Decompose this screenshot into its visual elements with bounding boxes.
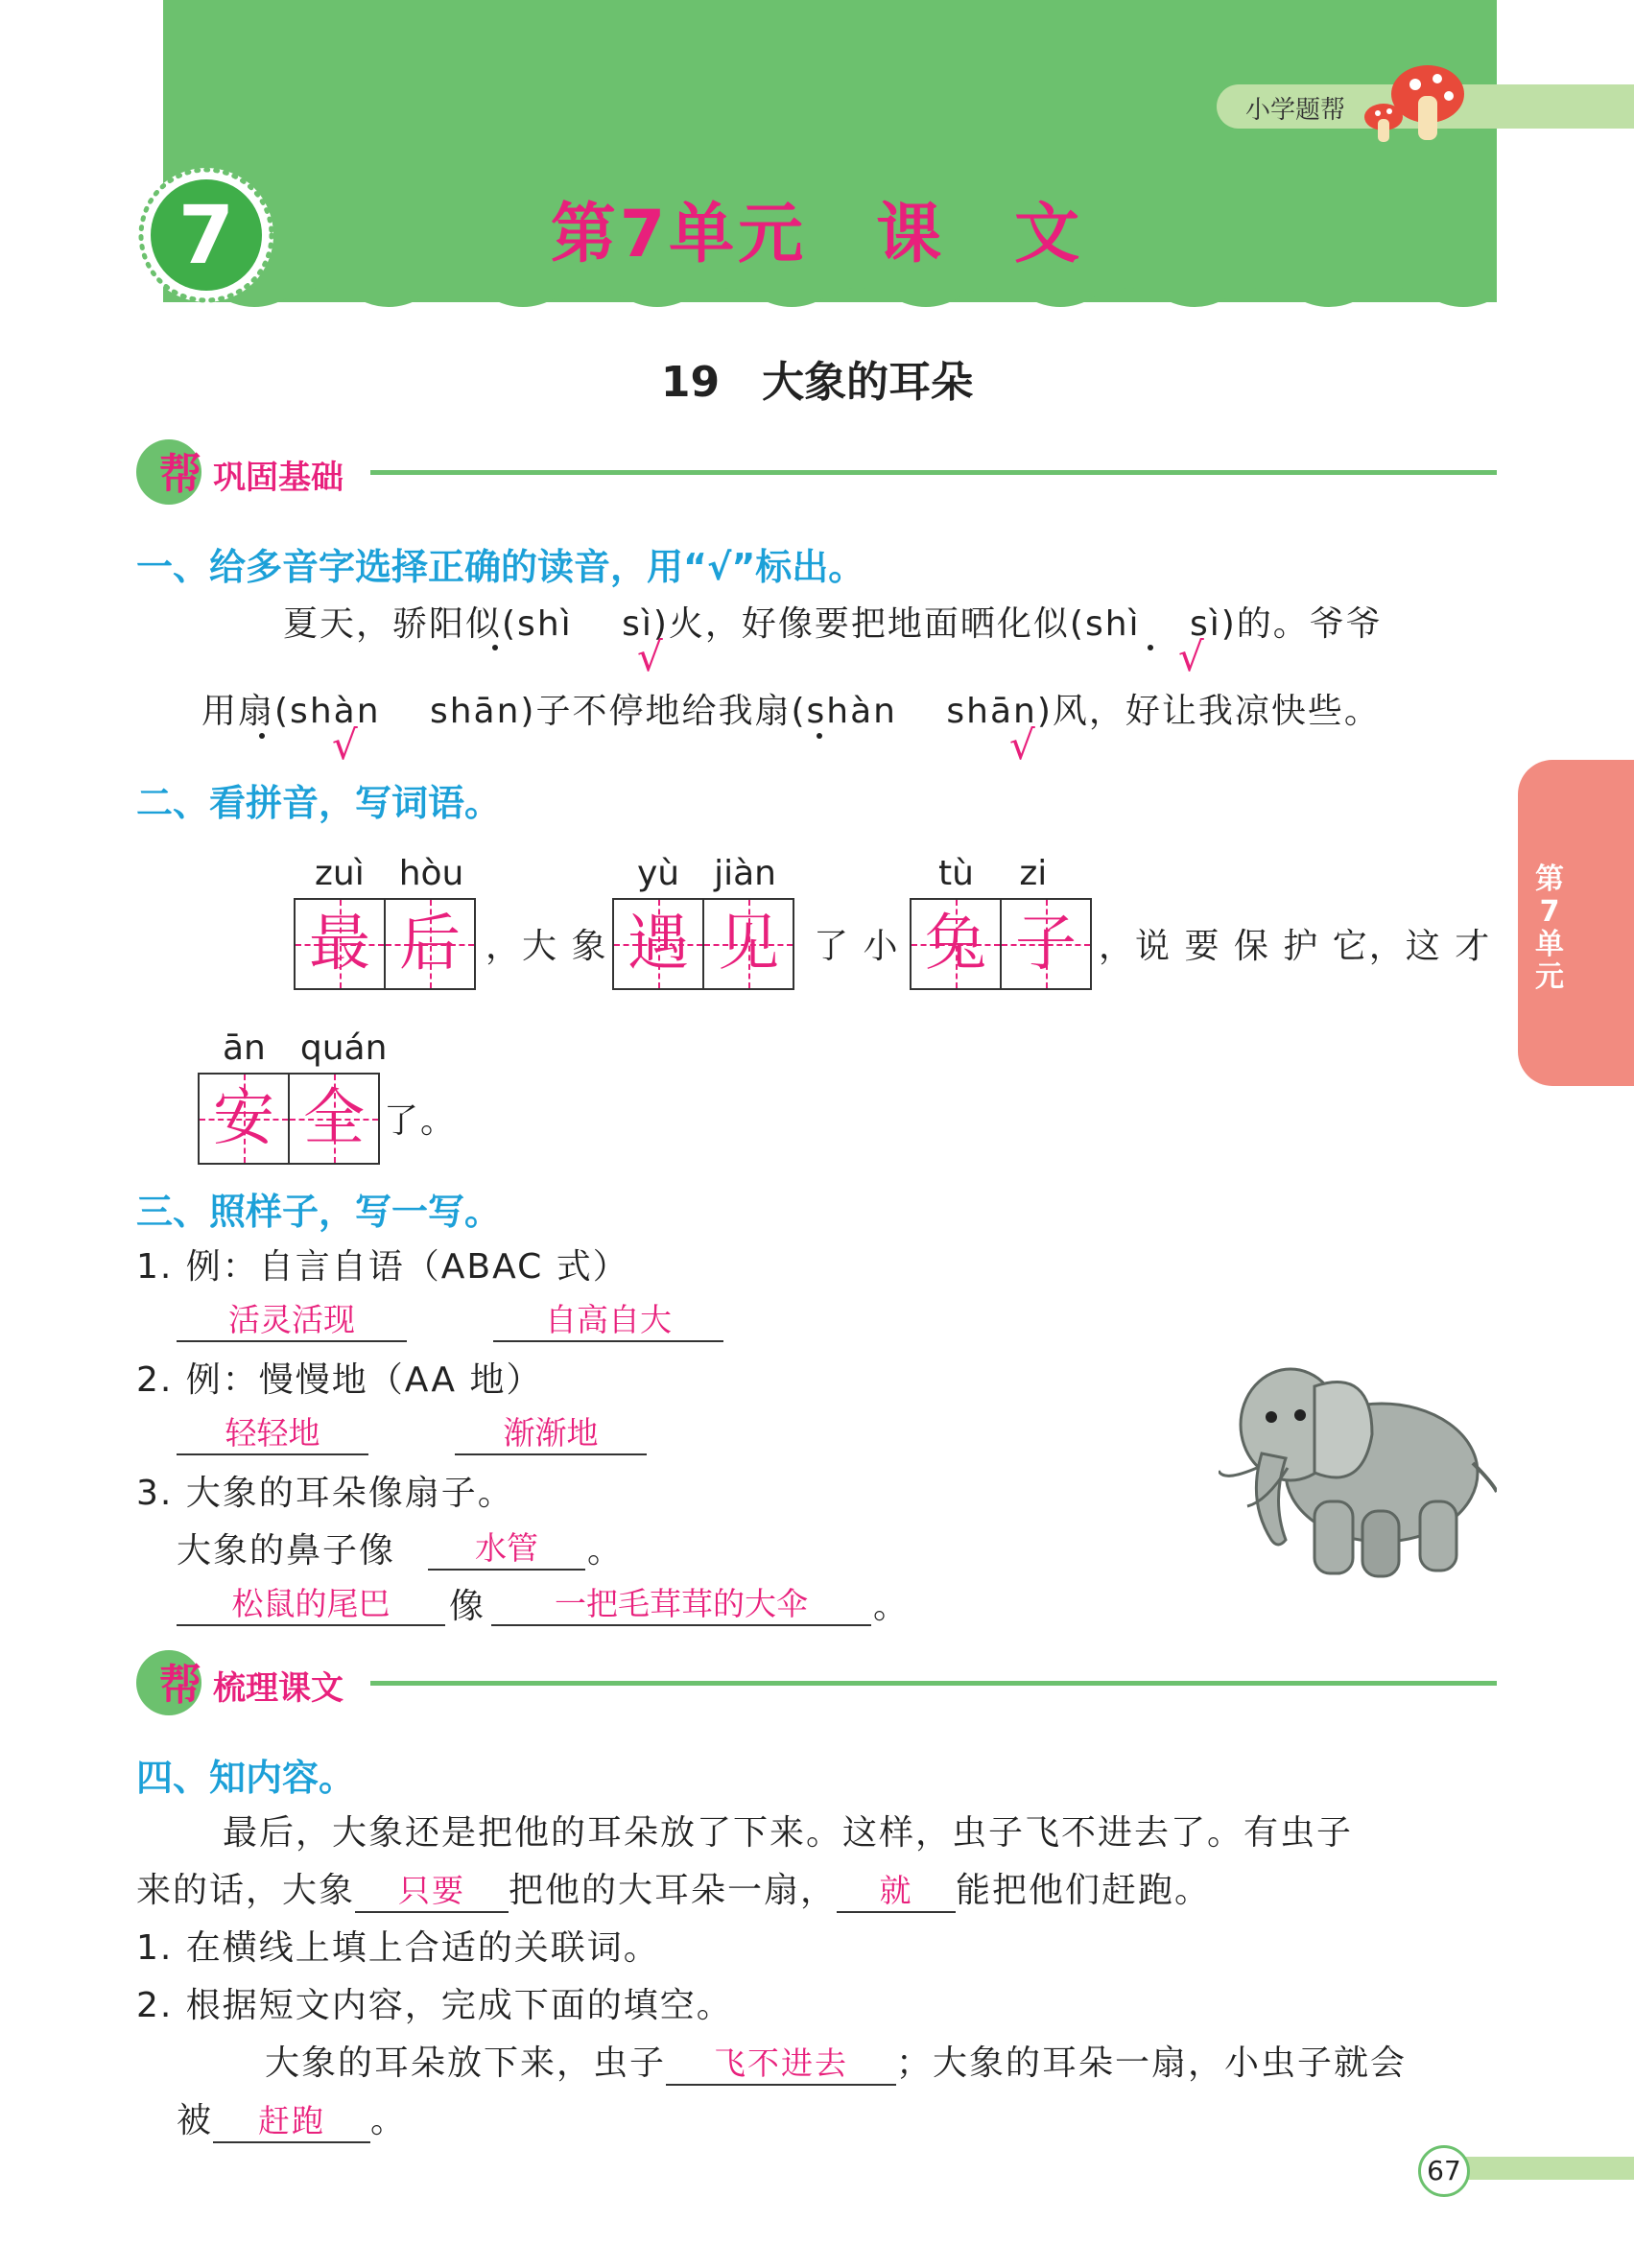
pinyin-3: tù zi bbox=[938, 854, 1048, 893]
q4-fill-end: 。 bbox=[370, 2101, 408, 2140]
q3-item3-end: 。 bbox=[587, 1531, 625, 1571]
q1-line2-text-b: 子不停地给我扇 bbox=[535, 692, 792, 731]
header-wave bbox=[163, 278, 1497, 317]
answer-char: 兔 bbox=[925, 909, 986, 980]
emphasis-dot bbox=[492, 645, 498, 650]
q1-line2-options-b: (shàn shān) bbox=[791, 692, 1053, 731]
grid-cell bbox=[386, 900, 474, 988]
grid-cell bbox=[614, 900, 704, 988]
answer-blank: 飞不进去 bbox=[666, 2039, 896, 2086]
q4-para2-c: 能把他们赶跑。 bbox=[956, 1871, 1212, 1910]
q2-text-3: ，说 要 保 护 它，这 才 bbox=[1099, 927, 1492, 966]
q4-sub2: 2. 根据短文内容，完成下面的填空。 bbox=[136, 1986, 733, 2025]
q1-line2-options-a: (shàn shān) bbox=[274, 692, 536, 731]
q4-fill-a: 大象的耳朵放下来，虫子 bbox=[265, 2044, 667, 2083]
check-mark: √ bbox=[1009, 721, 1035, 768]
answer-blank: 一把毛茸茸的大伞 bbox=[491, 1579, 871, 1626]
answer-char: 子 bbox=[1015, 909, 1077, 980]
q1-line1-text-c: 的。爷爷 bbox=[1236, 604, 1383, 644]
check-mark: √ bbox=[332, 721, 358, 768]
emphasis-dot bbox=[817, 733, 822, 739]
answer-char: 安 bbox=[213, 1083, 274, 1154]
q2-text-1: ，大 象 bbox=[485, 927, 608, 966]
grid-cell bbox=[1002, 900, 1090, 988]
answer-blank: 赶跑 bbox=[213, 2096, 370, 2143]
answer-char: 见 bbox=[718, 909, 779, 980]
check-mark: √ bbox=[1178, 633, 1204, 680]
q4-sub1: 1. 在横线上填上合适的关联词。 bbox=[136, 1928, 660, 1968]
writing-grid-3 bbox=[910, 898, 1092, 990]
answer-blank: 轻轻地 bbox=[177, 1408, 368, 1455]
answer-char: 遇 bbox=[628, 909, 689, 980]
answer-blank: 松鼠的尾巴 bbox=[177, 1579, 445, 1626]
emphasis-dot bbox=[1148, 645, 1153, 650]
q2-text-2: 了 小 bbox=[814, 927, 900, 966]
q1-line2 bbox=[201, 684, 1381, 733]
page-number: 67 bbox=[1418, 2145, 1470, 2197]
q1-line1-options-b: (shì sì) bbox=[1069, 604, 1237, 644]
answer-char: 全 bbox=[303, 1083, 365, 1154]
answer-blank: 就 bbox=[837, 1866, 956, 1913]
q3-item3-end: 。 bbox=[873, 1587, 911, 1626]
writing-grid-2 bbox=[612, 898, 794, 990]
q4-para1: 最后，大象还是把他的耳朵放了下来。这样，虫子飞不进去了。有虫子 bbox=[223, 1813, 1354, 1853]
grid-cell bbox=[704, 900, 793, 988]
q4-fill bbox=[265, 2036, 1407, 2086]
q3-item3-text: 大象的鼻子像 bbox=[177, 1531, 396, 1571]
q1-line1-options-a: (shì sì) bbox=[502, 604, 669, 644]
check-mark: √ bbox=[637, 633, 663, 680]
unit-title: 第7单元 课 文 bbox=[550, 197, 1084, 272]
q4-fill-b: ；大象的耳朵一扇，小虫子就会 bbox=[896, 2044, 1408, 2083]
section-label-consolidate: 巩固基础 bbox=[213, 459, 343, 497]
q1-line2-text-a: 用扇 bbox=[201, 692, 275, 731]
mushroom-icon bbox=[1362, 58, 1468, 144]
pinyin-2: yù jiàn bbox=[637, 854, 777, 893]
answer-blank: 自高自大 bbox=[493, 1295, 723, 1342]
grid-cell bbox=[912, 900, 1002, 988]
brand-label: 小学题帮 bbox=[1245, 96, 1346, 125]
q1-line1-text-a: 夏天，骄阳似 bbox=[283, 604, 503, 644]
section-help-char: 帮 bbox=[159, 1661, 201, 1710]
unit-number: 7 bbox=[151, 179, 262, 291]
section-divider bbox=[370, 470, 1497, 475]
answer-blank: 活灵活现 bbox=[177, 1295, 407, 1342]
q3-item3-label: 3. 大象的耳朵像扇子。 bbox=[136, 1474, 514, 1513]
grid-cell bbox=[290, 1075, 378, 1163]
section-divider bbox=[370, 1681, 1497, 1686]
answer-char: 最 bbox=[309, 909, 370, 980]
q1-line1 bbox=[283, 597, 1383, 646]
q1-title: 一、给多音字选择正确的读音，用“√”标出。 bbox=[136, 546, 865, 588]
pinyin-4: ān quán bbox=[223, 1028, 388, 1068]
q2-title: 二、看拼音，写词语。 bbox=[136, 782, 502, 824]
q4-para2 bbox=[136, 1863, 1211, 1913]
section-label-review: 梳理课文 bbox=[213, 1669, 343, 1708]
answer-char: 后 bbox=[399, 909, 461, 980]
lesson-title: 19 大象的耳朵 bbox=[660, 358, 974, 407]
grid-cell bbox=[296, 900, 386, 988]
grid-cell bbox=[200, 1075, 290, 1163]
pinyin-1: zuì hòu bbox=[315, 854, 464, 893]
section-help-char: 帮 bbox=[159, 450, 201, 499]
q4-fill-2 bbox=[177, 2093, 407, 2143]
q1-line1-text-b: 火，好像要把地面晒化似 bbox=[668, 604, 1070, 644]
q2-text-4: 了。 bbox=[384, 1101, 458, 1141]
answer-blank: 水管 bbox=[428, 1524, 585, 1571]
emphasis-dot bbox=[259, 733, 265, 739]
q4-para2-a: 来的话，大象 bbox=[136, 1871, 356, 1910]
writing-grid-1 bbox=[294, 898, 476, 990]
answer-blank: 渐渐地 bbox=[455, 1408, 647, 1455]
q3-title: 三、照样子，写一写。 bbox=[136, 1191, 502, 1233]
q4-title: 四、知内容。 bbox=[136, 1757, 356, 1799]
q3-item3-mid: 像 bbox=[449, 1587, 486, 1626]
q4-para2-b: 把他的大耳朵一扇， bbox=[509, 1871, 838, 1910]
q1-line2-text-c: 风，好让我凉快些。 bbox=[1052, 692, 1381, 731]
q3-item1-label: 1. 例：自言自语（ABAC 式） bbox=[136, 1247, 629, 1287]
q3-item2-label: 2. 例：慢慢地（AA 地） bbox=[136, 1360, 543, 1400]
q4-fill-c: 被 bbox=[177, 2101, 214, 2140]
elephant-illustration bbox=[1219, 1348, 1497, 1588]
unit-side-tab-label: 第7单元 bbox=[1535, 862, 1564, 994]
answer-blank: 只要 bbox=[355, 1866, 509, 1913]
writing-grid-4 bbox=[198, 1073, 380, 1165]
